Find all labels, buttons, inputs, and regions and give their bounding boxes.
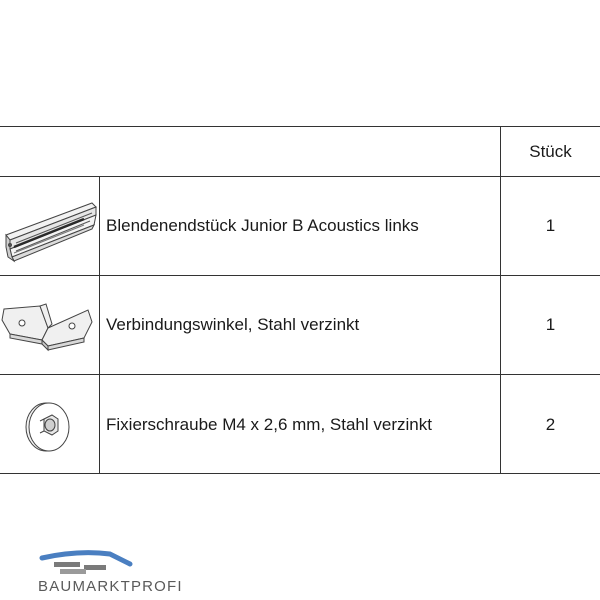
- parts-table: [0, 126, 600, 474]
- table-row: [0, 177, 600, 276]
- item-description: Fixierschraube M4 x 2,6 mm, Stahl verzinkt: [106, 414, 432, 434]
- baumarktprofi-logo: [38, 548, 183, 598]
- item-qty: 1: [545, 315, 556, 334]
- table-header-row: [0, 127, 600, 177]
- roof-icon: [38, 548, 168, 578]
- logo-text: BAUMARKTPROFI: [38, 578, 183, 595]
- connecting-angle-icon: [0, 276, 99, 374]
- item-description: Verbindungswinkel, Stahl verzinkt: [106, 315, 360, 334]
- item-description: Blendenendstück Junior B Acoustics links: [106, 216, 419, 235]
- item-qty: 2: [545, 414, 556, 434]
- qty-column-header: Stück: [529, 141, 572, 161]
- table-row: [0, 276, 600, 375]
- fixing-screw-icon: [0, 375, 99, 474]
- item-qty: 1: [545, 216, 556, 235]
- rail-end-piece-icon: [0, 177, 99, 275]
- table-row: [0, 375, 600, 474]
